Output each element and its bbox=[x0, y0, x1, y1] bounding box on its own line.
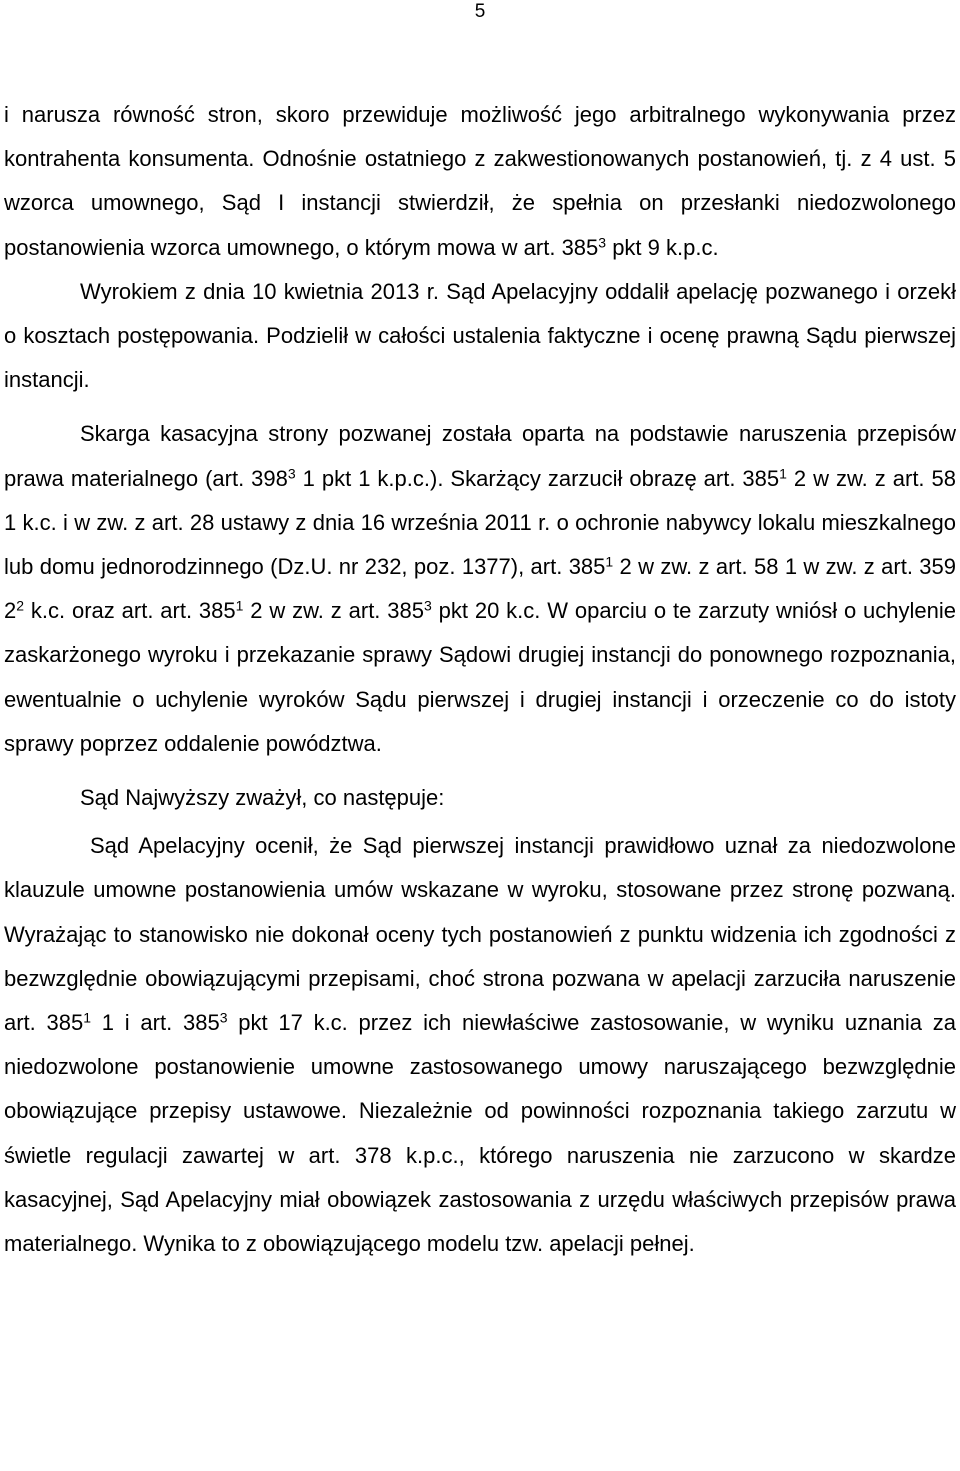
superscript: 1 bbox=[83, 1009, 92, 1026]
superscript: 1 bbox=[235, 597, 244, 614]
superscript: 1 bbox=[605, 553, 614, 570]
superscript: 3 bbox=[287, 464, 296, 481]
superscript: 2 bbox=[16, 597, 25, 614]
paragraph-court-assessment bbox=[4, 824, 956, 1266]
superscript: 3 bbox=[219, 1009, 228, 1026]
superscript: 1 bbox=[779, 464, 787, 481]
text-run: 2 w zw. z art. 385 bbox=[243, 598, 424, 624]
text-run: 2 w zw. z art. 58 1 w zw. z art. 359 2 bbox=[4, 554, 956, 624]
text-run: pkt 17 k.c. przez ich niewłaściwe zastosowanie, w wyniku uznania za niedozwolone postanowienie umowne zastosowanego umowy naruszającego bezwzględnie obowiązujące przepisy ustawowe. Niezależnie od powinności rozpoznania takiego zarzutu w świetle regulacji zawartej w art. 378 k.p.c., którego naruszenia nie zarzucono w skardze kasacyjnej, Sąd Apelacyjny miał obowiązek zastosowania z urzędu właściwych przepisów prawa materialnego. Wynika to z obowiązującego modelu tzw. apelacji pełnej. bbox=[4, 1010, 956, 1257]
superscript: 3 bbox=[423, 597, 432, 614]
text-run: pkt 20 k.c. W oparciu o te zarzuty wniósł o uchylenie zaskarżonego wyroku i przekazanie sprawy Sądowi drugiej instancji do ponownego rozpoznania, ewentualnie o uchylenie wyroków Sądu pierwszej i drugiej instancji i orzeczenie co do istoty sprawy poprzez oddalenie powództwa. bbox=[4, 598, 956, 756]
text-run: 2 w zw. z art. 58 1 k.c. i w zw. z art. 28 ustawy z dnia 16 września 2011 r. o ochronie nabywcy lokalu mieszkalnego lub domu jednorodzinnego (Dz.U. nr 232, poz. 1377), art. 385 bbox=[4, 465, 956, 580]
text-run: 1 i art. 385 bbox=[91, 1010, 220, 1036]
paragraph-cassation-complaint bbox=[4, 412, 956, 766]
text-run: Skarga kasacyjna strony pozwanej została oparta na podstawie naruszenia przepisów prawa materialnego (art. 398 bbox=[4, 421, 956, 491]
text-run: pkt 9 k.p.c. bbox=[606, 234, 719, 260]
page-number: 5 bbox=[474, 1, 486, 22]
text-run: i narusza równość stron, skoro przewiduje możliwość jego arbitralnego wykonywania przez kontrahenta konsumenta. Odnośnie ostatniego z zakwestionowanych postanowień, tj. z 4 ust. 5 wzorca umownego, Sąd I instancji stwierdził, że spełnia on przesłanki niedozwolonego postanowienia wzorca umownego, o którym mowa w art. 385 bbox=[4, 102, 956, 260]
text-run: Sąd Najwyższy zważył, co następuje: bbox=[80, 785, 445, 811]
text-run: k.c. oraz art. art. 385 bbox=[24, 598, 236, 624]
text-run: 1 pkt 1 k.p.c.). Skarżący zarzucił obrazę art. 385 bbox=[295, 465, 780, 491]
superscript: 3 bbox=[598, 233, 607, 250]
text-run: Wyrokiem z dnia 10 kwietnia 2013 r. Sąd Apelacyjny oddalił apelację pozwanego i orzekł o kosztach postępowania. Podzielił w całości ustalenia faktyczne i ocenę prawną Sądu pierwszej instancji. bbox=[4, 278, 956, 393]
document-body bbox=[4, 93, 956, 1266]
text-run: Sąd Apelacyjny ocenił, że Sąd pierwszej instancji prawidłowo uznał za niedozwolone klauzule umowne postanowienia umów wskazane w wyroku, stosowane przez stronę pozwaną. Wyrażając to stanowisko nie dokonał oceny tych postanowień z punktu widzenia ich zgodności z bezwzględnie obowiązującymi przepisami, choć strona pozwana w apelacji zarzuciła naruszenie art. 385 bbox=[4, 833, 956, 1036]
paragraph-supreme-court-heading bbox=[4, 776, 956, 820]
paragraph-judgment bbox=[4, 270, 956, 403]
paragraph-continuation bbox=[4, 93, 956, 270]
